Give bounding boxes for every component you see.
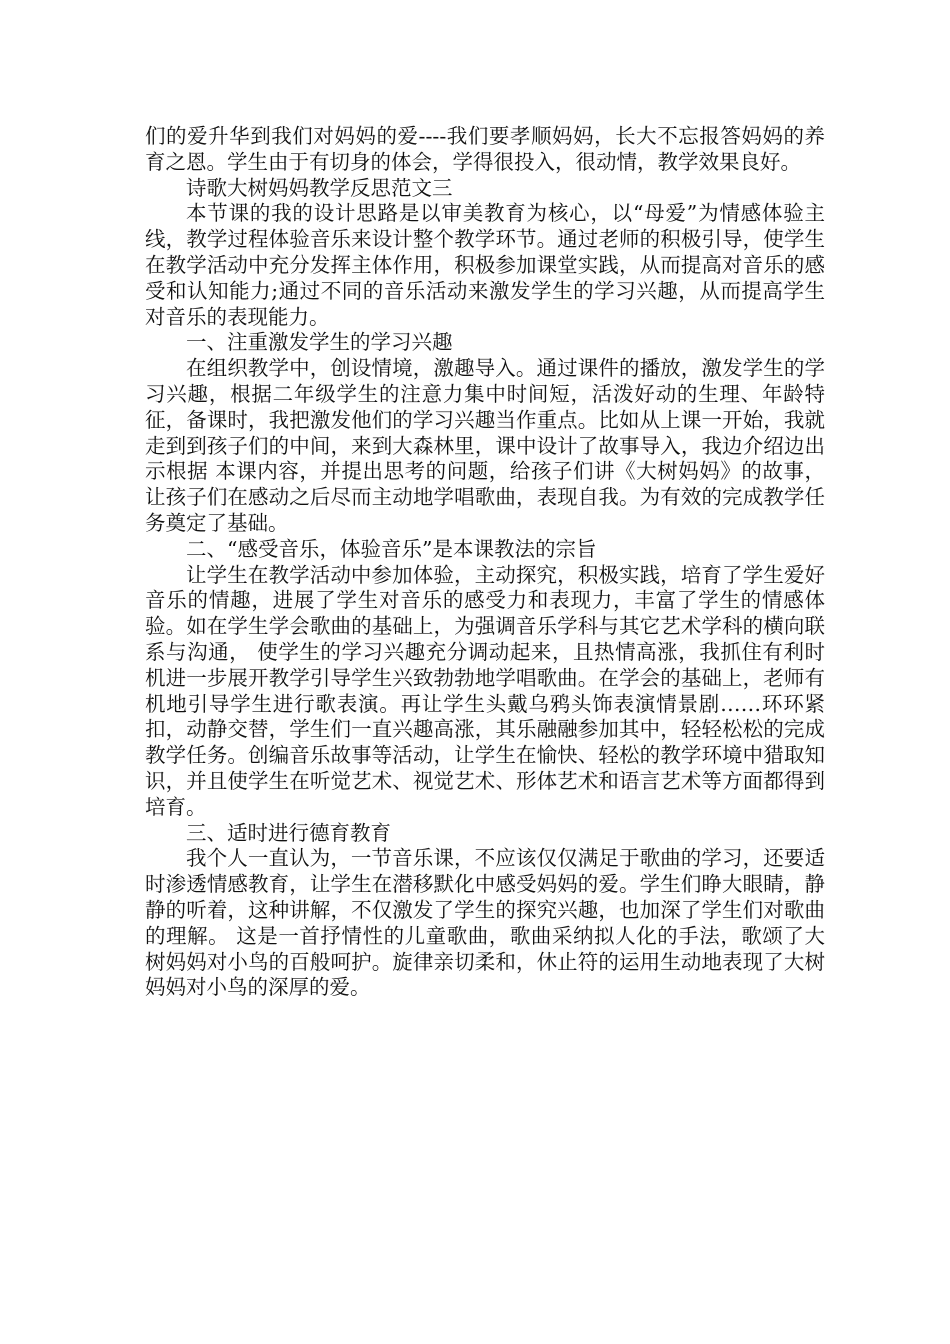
heading-two: 二、“感受音乐，体验音乐”是本课教法的宗旨	[186, 536, 597, 561]
paragraph-intro: 们的爱升华到我们对妈妈的爱----我们要孝顺妈妈，长大不忘报答妈妈的养育之恩。学生由于有切身的体会，学得很投入，很动情，教学效果良好。	[145, 124, 825, 174]
paragraph-moral-education: 我个人一直认为，一节音乐课，不应该仅仅满足于歌曲的学习，还要适时渗透情感教育，让学生在潜移默化中感受妈妈的爱。学生们睁大眼睛，静静的听着，这种讲解，不仅激发了学生的探究兴趣，也加深了学生们对歌曲的理解。 这是一首抒情性的儿童歌曲，歌曲采纳拟人化的手法，歌颂了大树妈妈对小鸟的百般呵护。旋律亲切柔和，休止符的运用生动地表现了大树妈妈对小鸟的深厚的爱。	[145, 846, 825, 1000]
document-page	[145, 124, 825, 1001]
paragraph-experience: 让学生在教学活动中参加体验，主动探究，积极实践，培育了学生爱好音乐的情趣，进展了学生对音乐的感受力和表现力，丰富了学生的情感体验。如在学生学会歌曲的基础上，为强调音乐学科与其它艺术学科的横向联系与沟通， 使学生的学习兴趣充分调动起来，且热情高涨，我抓住有利时机进一步展开教学引导学生兴致勃勃地学唱歌曲。在学会的基础上，老师有机地引导学生进行歌表演。再让学生头戴乌鸦头饰表演情景剧……环环紧扣，动静交替，学生们一直兴趣高涨，其乐融融参加其中，轻轻松松的完成教学任务。创编音乐故事等活动，让学生在愉快、轻松的教学环境中猎取知识，并且使学生在听觉艺术、视觉艺术、形体艺术和语言艺术等方面都得到培育。	[145, 562, 825, 819]
section-title: 诗歌大树妈妈教学反思范文三	[186, 175, 453, 200]
paragraph-interest: 在组织教学中，创设情境，激趣导入。通过课件的播放，激发学生的学习兴趣，根据二年级学生的注意力集中时间短，活泼好动的生理、年龄特征，备课时，我把激发他们的学习兴趣当作重点。比如从上课一开始，我就走到到孩子们的中间，来到大森林里，课中设计了故事导入，我边介绍边出示根据 本课内容，并提出思考的问题，给孩子们讲《大树妈妈》的故事，让孩子们在感动之后尽而主动地学唱歌曲，表现自我。为有效的完成教学任务奠定了基础。	[145, 356, 825, 535]
paragraph-design-idea: 本节课的我的设计思路是以审美教育为核心，以“母爱”为情感体验主线，教学过程体验音乐来设计整个教学环节。通过老师的积极引导，使学生在教学活动中充分发挥主体作用，积极参加课堂实践，从而提高对音乐的感受和认知能力;通过不同的音乐活动来激发学生的学习兴趣，从而提高学生对音乐的表现能力。	[145, 201, 825, 329]
heading-three: 三、适时进行德育教育	[186, 820, 391, 845]
heading-one: 一、注重激发学生的学习兴趣	[186, 330, 453, 355]
